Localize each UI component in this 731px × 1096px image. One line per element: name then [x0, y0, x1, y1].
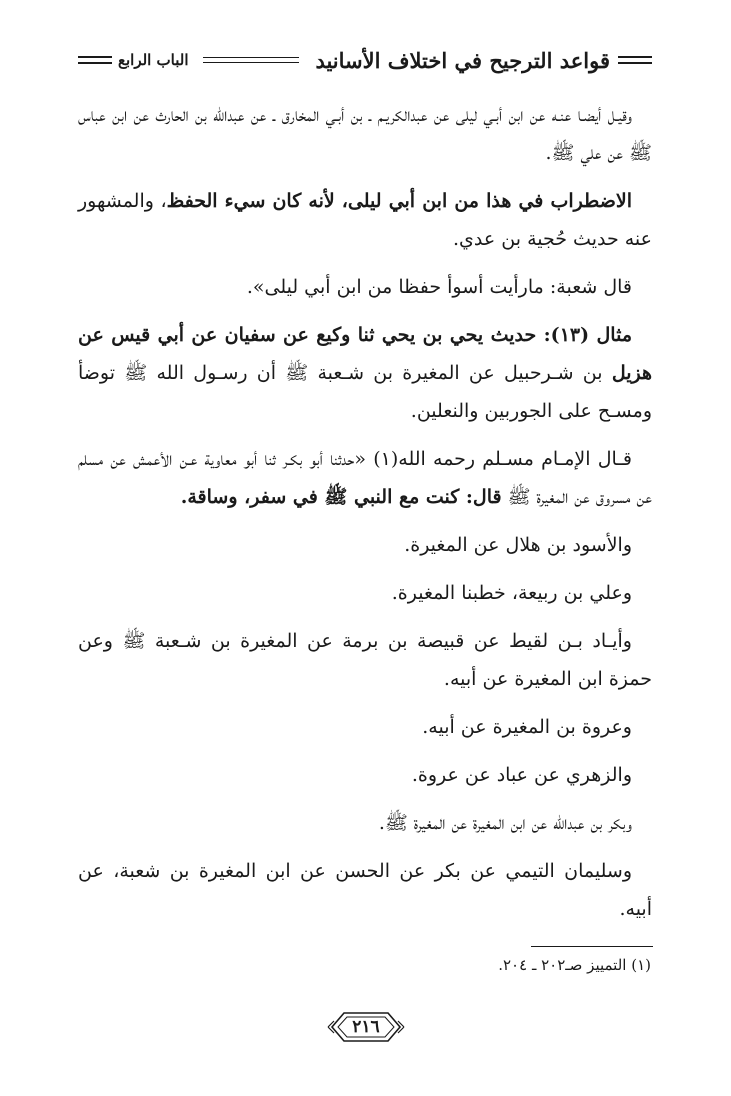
paragraph — [78, 526, 652, 564]
bold-text: مثال (١٣): حديث يحي بن يحي ثنا وكيع عن سفيان عن أبي قيس عن هزيل — [78, 324, 652, 384]
paragraph-text: وعلي بن ربيعة، خطبنا المغيرة. — [391, 582, 632, 604]
header-dash-left — [78, 56, 112, 64]
header-rule — [203, 57, 300, 63]
paragraph — [78, 440, 652, 516]
paragraph — [78, 316, 652, 430]
paragraph-text: وعروة بن المغيرة عن أبيه. — [422, 716, 632, 738]
page-number-ornament — [326, 1008, 406, 1046]
paragraph — [78, 96, 652, 172]
header-dash-right — [618, 56, 652, 64]
book-title: قواعد الترجيح في اختلاف الأسانيد — [315, 47, 610, 73]
paragraph — [78, 804, 652, 842]
paragraph — [78, 268, 652, 306]
chapter-title: الباب الرابع — [118, 51, 189, 69]
main-text — [78, 96, 652, 938]
paragraph-text: قال شعبة: مارأيت أسوأ حفظا من ابن أبي ليلى». — [246, 276, 632, 298]
paragraph — [78, 708, 652, 746]
footnote-separator — [531, 946, 653, 947]
paragraph — [78, 756, 652, 794]
paragraph — [78, 182, 652, 258]
paragraph-text: ، والمشهور عنه حديث حُجية بن عدي. — [78, 190, 652, 250]
paragraph — [78, 622, 652, 698]
paragraph-text: وقيـل أيضـا عنـه عن ابن أبـي ليلى عن عبدالكريـم ـ بن أبـي المخارق ـ عن عبدالله بن الحارث عن ابن عباس ﷺ عن علي ﷺ. — [78, 104, 652, 164]
bold-text: الاضطراب في هذا من ابن أبي ليلى، لأنه كان سيء الحفظ — [166, 190, 632, 212]
footnote: (١) التمييز صـ٢٠٢ ـ ٢٠٤. — [498, 956, 651, 974]
paragraph-text: والأسود بن هلال عن المغيرة. — [404, 534, 632, 556]
paragraph — [78, 852, 652, 928]
paragraph-text: بن شـرحبيل عن المغيرة بن شـعبة ﷺ أن رسـول الله ﷺ توضأ ومسـح على الجوربين والنعلين. — [78, 362, 652, 422]
paragraph-text: وأيـاد بـن لقيط عن قبيصة بن برمة عن المغيرة بن شـعبة ﷺ وعن حمزة ابن المغيرة عن أبيه. — [78, 630, 652, 690]
bold-text: قال: كنت مع النبي ﷺ في سفر، وساقة. — [180, 486, 502, 508]
paragraph — [78, 574, 652, 612]
running-header — [78, 42, 652, 78]
paragraph-text: والزهري عن عباد عن عروة. — [411, 764, 632, 786]
page-number: ٢١٦ — [352, 1017, 380, 1037]
paragraph-text: وبكر بن عبدالله عن ابن المغيرة عن المغيرة ﷺ. — [378, 812, 632, 834]
paragraph-text: وسليمان التيمي عن بكر عن الحسن عن ابن المغيرة بن شعبة، عن أبيه. — [78, 860, 652, 920]
paragraph-text: قـال الإمـام مسـلم رحمه الله(١) «حدثنا أبو بكـر ثنا أبو معاوية عـن الأعمش عن مسلم عن مسروق عن المغيرة ﷺ — [78, 448, 652, 508]
